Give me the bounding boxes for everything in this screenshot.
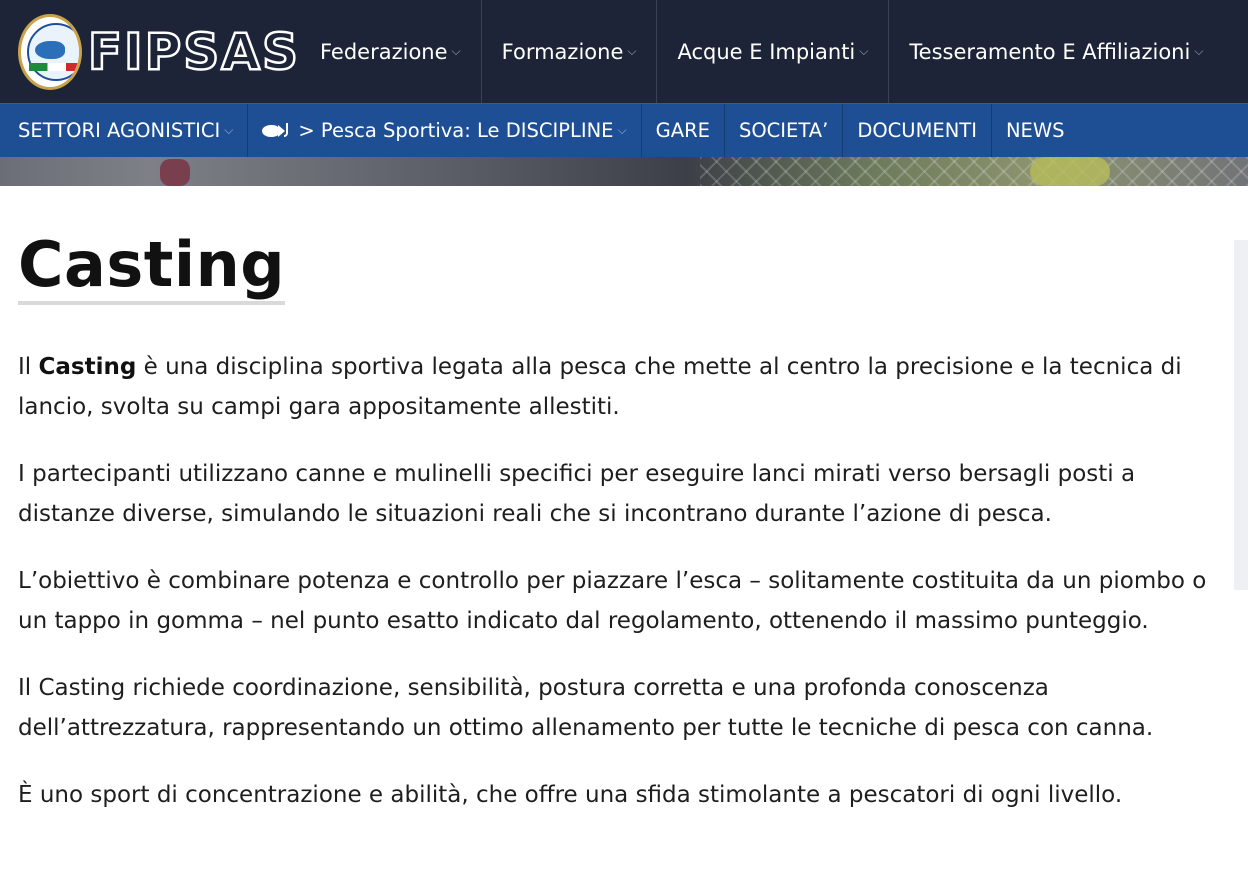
nav-item-tesseramento[interactable] bbox=[889, 0, 1223, 103]
nav-item-federazione[interactable] bbox=[300, 0, 482, 103]
subnav-label: NEWS bbox=[1005, 119, 1065, 142]
paragraph-bold-term: Casting bbox=[38, 354, 137, 381]
fipsas-logo bbox=[18, 14, 82, 90]
fish-hook-icon bbox=[262, 123, 288, 139]
article-paragraph-1 bbox=[18, 347, 1208, 427]
brand-link[interactable] bbox=[0, 0, 300, 103]
subnav-item-gare[interactable] bbox=[642, 104, 725, 157]
article-paragraph-2: I partecipanti utilizzano canne e mulinelli specifici per eseguire lanci mirati verso bersagli posti a distanze diverse, simulando le situazioni reali che si incontrano durante l’azione di pesca. bbox=[18, 461, 1136, 528]
article-content bbox=[18, 228, 1208, 815]
paragraph-rest: è una disciplina sportiva legata alla pesca che mette al centro la precisione e la tecnica di lancio, svolta su campi gara appositamente allestiti. bbox=[18, 354, 1182, 421]
subnav-item-news[interactable] bbox=[992, 104, 1079, 157]
chevron-down-icon: ⌵ bbox=[617, 123, 627, 137]
page-title: Casting bbox=[18, 232, 285, 305]
nav-item-formazione[interactable] bbox=[482, 0, 658, 103]
sidebar-panel bbox=[1234, 240, 1248, 590]
subnav-label: SETTORI AGONISTICI bbox=[18, 119, 221, 142]
nav-label: Acque E Impianti bbox=[677, 39, 856, 64]
paragraph-prefix: Il bbox=[18, 354, 39, 381]
secondary-nav bbox=[0, 103, 1248, 157]
chevron-down-icon: ⌵ bbox=[859, 44, 869, 58]
subnav-label: DOCUMENTI bbox=[857, 119, 977, 142]
nav-label: Federazione bbox=[320, 39, 448, 64]
subnav-label: GARE bbox=[655, 119, 710, 142]
nav-item-acque-impianti[interactable] bbox=[657, 0, 889, 103]
brand-wordmark: FIPSAS bbox=[87, 22, 300, 81]
chevron-down-icon: ⌵ bbox=[627, 44, 637, 58]
article-paragraph-5: È uno sport di concentrazione e abilità, che offre una sfida stimolante a pescatori di ogni livello. bbox=[18, 782, 1123, 809]
chevron-down-icon: ⌵ bbox=[224, 123, 234, 137]
nav-label: Tesseramento E Affiliazioni bbox=[909, 39, 1191, 64]
chevron-down-icon: ⌵ bbox=[451, 44, 461, 58]
subnav-label: > Pesca Sportiva: Le DISCIPLINE bbox=[298, 119, 614, 142]
article-paragraph-4: Il Casting richiede coordinazione, sensibilità, postura corretta e una profonda conoscenza dell’attrezzatura, rappresentando un ottimo allenamento per tutte le tecniche di pesca con canna. bbox=[18, 675, 1154, 742]
subnav-item-discipline[interactable] bbox=[248, 104, 641, 157]
hero-image bbox=[0, 157, 1248, 186]
subnav-label: SOCIETA’ bbox=[738, 119, 829, 142]
article-paragraph-3: L’obiettivo è combinare potenza e controllo per piazzare l’esca – solitamente costituita da un piombo o un tappo in gomma – nel punto esatto indicato dal regolamento, ottenendo il massimo punteggio. bbox=[18, 568, 1207, 635]
subnav-item-settori-agonistici[interactable] bbox=[0, 104, 248, 157]
main-nav bbox=[300, 0, 1248, 103]
subnav-item-societa[interactable] bbox=[725, 104, 843, 157]
subnav-item-documenti[interactable] bbox=[843, 104, 992, 157]
nav-label: Formazione bbox=[501, 39, 624, 64]
chevron-down-icon: ⌵ bbox=[1194, 44, 1204, 58]
top-header bbox=[0, 0, 1248, 103]
